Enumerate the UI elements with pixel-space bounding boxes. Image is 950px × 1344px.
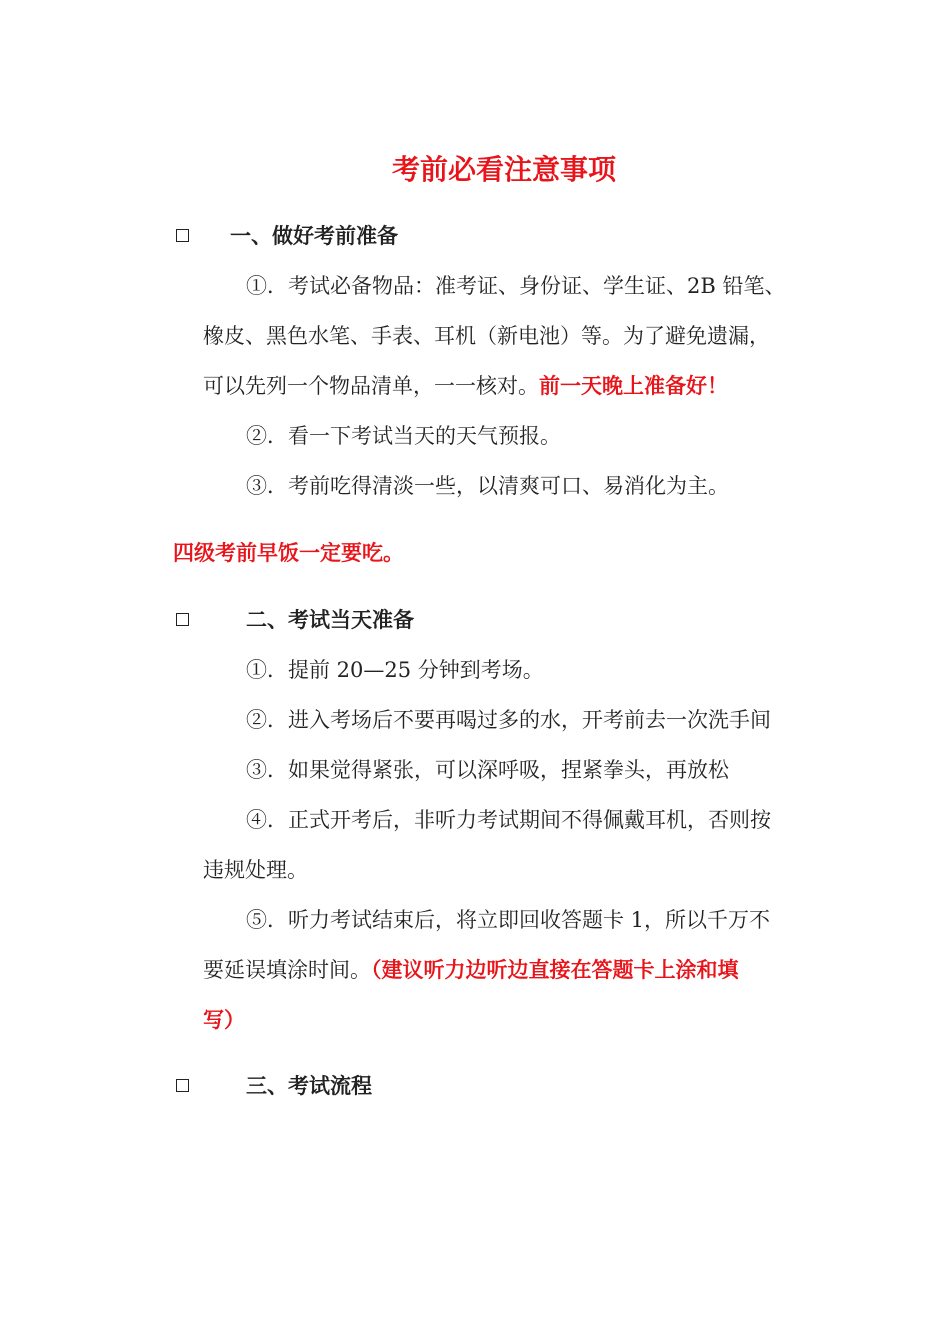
list-item: [246, 272, 785, 300]
checkbox-icon: [176, 1079, 189, 1092]
list-item: ①．提前 20—25 分钟到考场。: [246, 658, 544, 682]
emphasis-text: 写）: [203, 1007, 245, 1032]
item-text: 可以先列一个物品清单，一一核对。: [203, 374, 539, 398]
item-text: 要延误填涂时间。: [203, 958, 371, 982]
checkbox-icon: [176, 613, 189, 626]
section-heading-2: 二、考试当天准备: [246, 607, 414, 632]
checkbox-icon: [176, 229, 189, 242]
item-text-continued: 橡皮、黑色水笔、手表、耳机（新电池）等。为了避免遗漏，: [203, 324, 770, 348]
breakfast-note: 四级考前早饭一定要吃。: [173, 540, 404, 565]
item-number: ①．: [246, 274, 288, 298]
list-item: ③．考前吃得清淡一些，以清爽可口、易消化为主。: [246, 474, 729, 498]
section-heading-3: 三、考试流程: [246, 1073, 372, 1098]
list-item: ②．进入考场后不要再喝过多的水，开考前去一次洗手间: [246, 708, 771, 732]
item-text-continued: [203, 372, 728, 400]
list-item: ④．正式开考后，非听力考试期间不得佩戴耳机，否则按: [246, 808, 771, 832]
emphasis-text: 前一天晚上准备好！: [539, 373, 728, 398]
section-heading-1: 一、做好考前准备: [230, 223, 398, 248]
item-text: 考试必备物品：准考证、身份证、学生证、2B 铅笔、: [288, 274, 786, 298]
emphasis-text: （建议听力边听边直接在答题卡上涂和填: [371, 957, 739, 982]
page-title: 考前必看注意事项: [391, 153, 616, 186]
item-text-continued: [203, 956, 739, 984]
list-item: ②．看一下考试当天的天气预报。: [246, 424, 561, 448]
item-text-continued: 违规处理。: [203, 858, 308, 882]
list-item: ⑤．听力考试结束后，将立即回收答题卡 1，所以千万不: [246, 908, 771, 932]
list-item: ③．如果觉得紧张，可以深呼吸，捏紧拳头，再放松: [246, 758, 729, 782]
